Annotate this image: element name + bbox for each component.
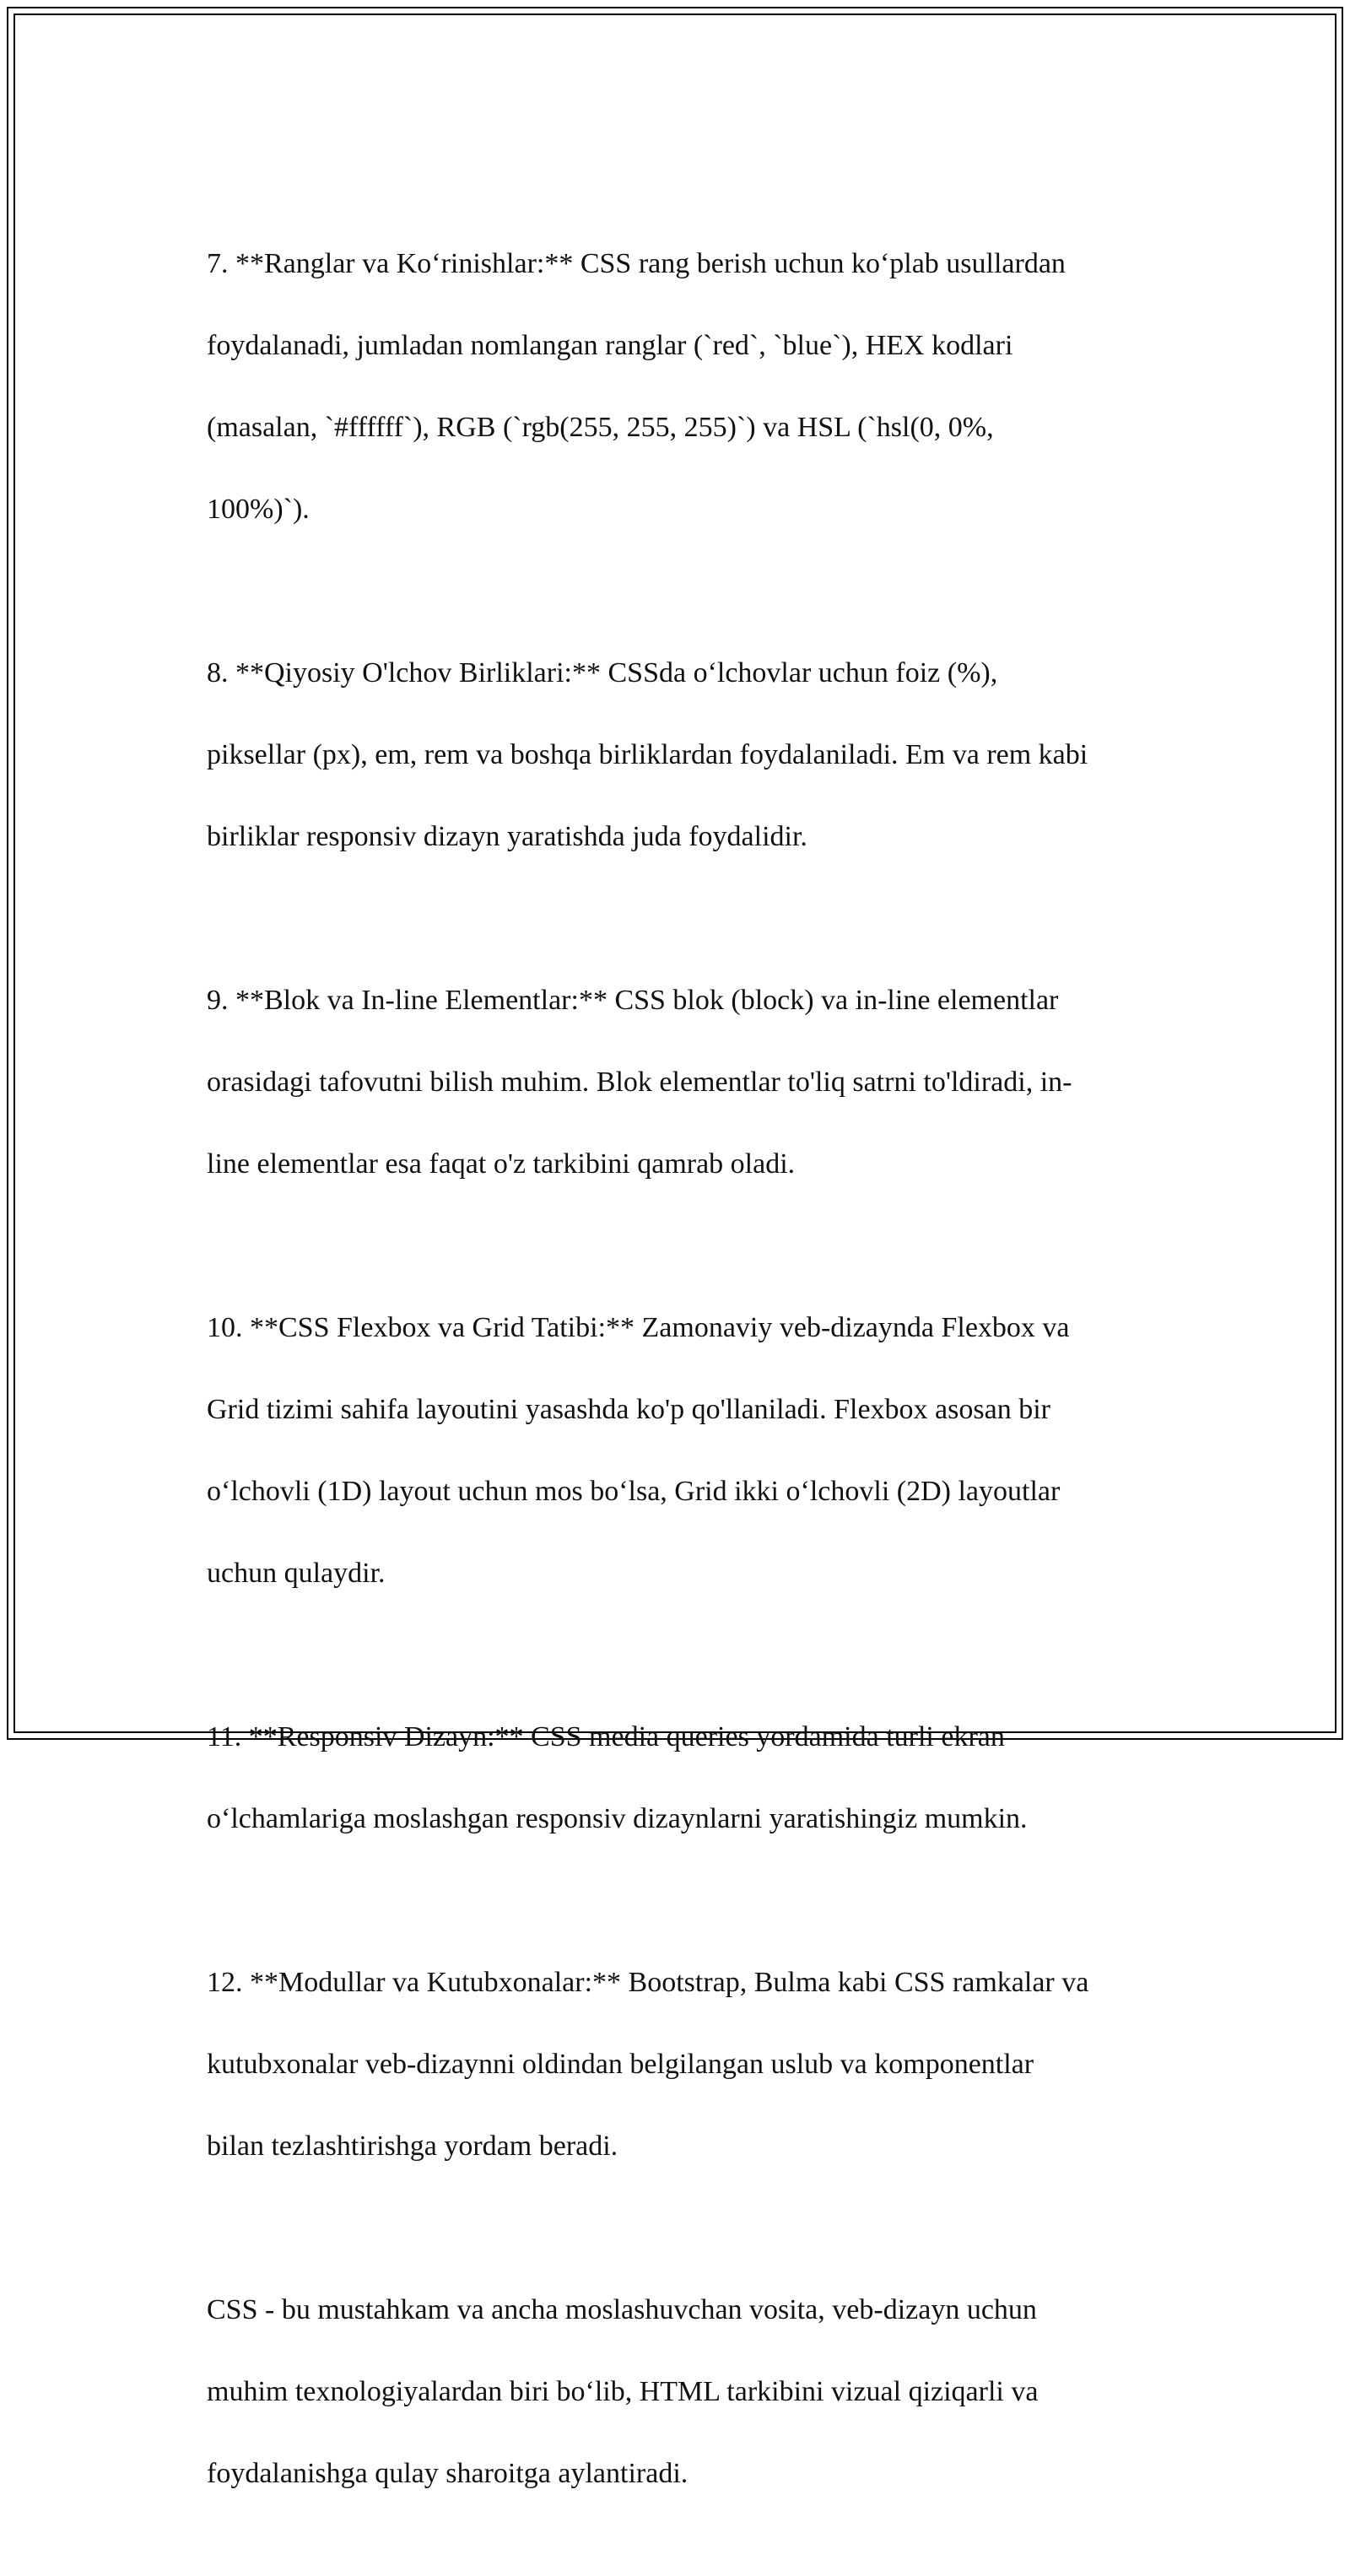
text-line: foydalanishga qulay sharoitga aylantiradi.: [207, 2457, 688, 2489]
text-line: bilan tezlashtirishga yordam beradi.: [207, 2130, 618, 2162]
text-line: muhim texnologiyalardan biri bo‘lib, HTML tarkibini vizual qiziqarli va: [207, 2375, 1039, 2407]
text-line: CSS - bu mustahkam va ancha moslashuvchan vosita, veb-dizayn uchun: [207, 2293, 1037, 2325]
text-line: o‘lchovli (1D) layout uchun mos bo‘lsa, Grid ikki o‘lchovli (2D) layoutlar: [207, 1475, 1061, 1507]
text-line: orasidagi tafovutni bilish muhim. Blok elementlar to'liq satrni to'ldiradi, in-: [207, 1066, 1072, 1098]
paragraph-11-responsive: [207, 1676, 1169, 1881]
document-body: [207, 203, 1169, 2576]
text-line: (masalan, `#ffffff`), RGB (`rgb(255, 255, 255)`) va HSL (`hsl(0, 0%,: [207, 411, 994, 443]
text-line: 8. **Qiyosiy O'lchov Birliklari:** CSSda o‘lchovlar uchun foiz (%),: [207, 656, 998, 689]
text-line: line elementlar esa faqat o'z tarkibini qamrab oladi.: [207, 1148, 796, 1180]
paragraph-12-frameworks: [207, 1921, 1169, 2208]
text-line: 10. **CSS Flexbox va Grid Tatibi:** Zamonaviy veb-dizaynda Flexbox va: [207, 1311, 1070, 1343]
paragraph-7-colors: [207, 203, 1169, 571]
text-line: uchun qulaydir.: [207, 1557, 386, 1589]
text-line: piksellar (px), em, rem va boshqa birliklardan foydalaniladi. Em va rem kabi: [207, 738, 1088, 770]
paragraph-10-flexbox-grid: [207, 1266, 1169, 1635]
text-line: Grid tizimi sahifa layoutini yasashda ko'p qo'llaniladi. Flexbox asosan bir: [207, 1393, 1050, 1425]
paragraph-conclusion: [207, 2249, 1169, 2535]
paragraph-8-units: [207, 612, 1169, 899]
text-line: 100%)`).: [207, 493, 310, 525]
page-frame-outer: [7, 7, 1343, 2489]
text-line: 9. **Blok va In-line Elementlar:** CSS blok (block) va in-line elementlar: [207, 984, 1059, 1016]
text-line: birliklar responsiv dizayn yaratishda juda foydalidir.: [207, 820, 807, 852]
text-line: 11. **Responsiv Dizayn:** CSS media queries yordamida turli ekran: [207, 1720, 1005, 1752]
text-line: o‘lchamlariga moslashgan responsiv dizaynlarni yaratishingiz mumkin.: [207, 1802, 1028, 1834]
text-line: 12. **Modullar va Kutubxonalar:** Bootstrap, Bulma kabi CSS ramkalar va: [207, 1966, 1089, 1998]
text-line: kutubxonalar veb-dizaynni oldindan belgilangan uslub va komponentlar: [207, 2048, 1034, 2080]
text-line: 7. **Ranglar va Ko‘rinishlar:** CSS rang berish uchun ko‘plab usullardan: [207, 247, 1066, 279]
text-line: foydalanadi, jumladan nomlangan ranglar (`red`, `blue`), HEX kodlari: [207, 329, 1013, 361]
paragraph-9-block-inline: [207, 939, 1169, 1226]
